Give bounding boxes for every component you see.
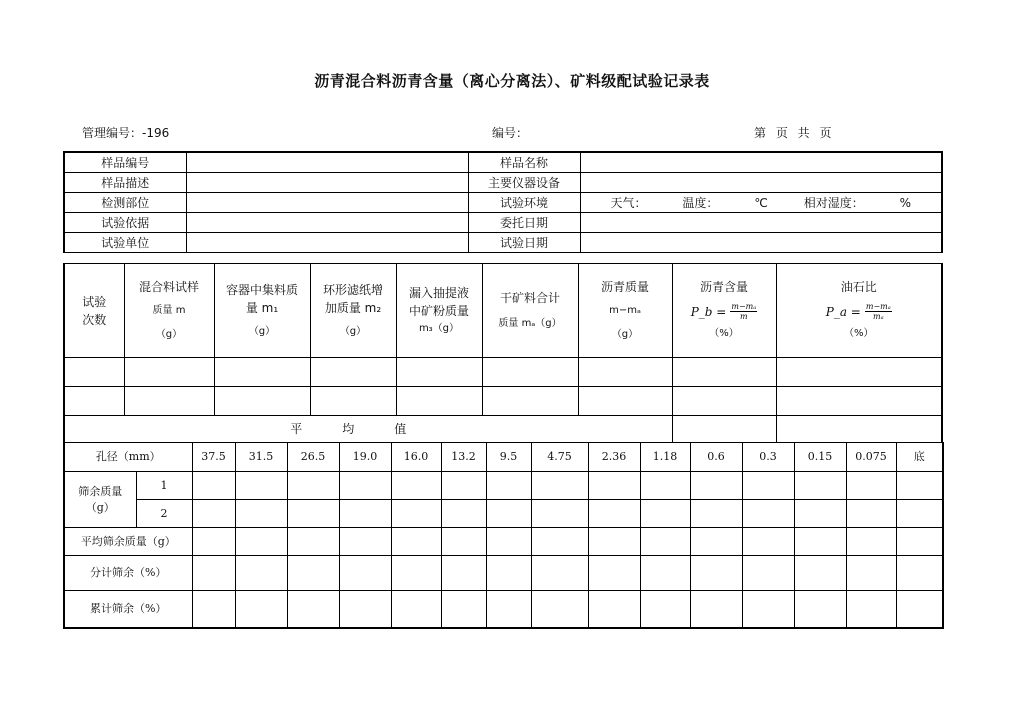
test-unit-value[interactable]: [186, 233, 468, 253]
page-counter: 第 页 共 页: [754, 126, 832, 140]
page-title: 沥青混合料沥青含量（离心分离法）、矿料级配试验记录表: [314, 72, 710, 90]
aperture-cell: 26.5: [287, 443, 339, 472]
aperture-cell: 0.6: [690, 443, 742, 472]
sample-no-label: 样品编号: [64, 152, 186, 173]
average-label: 平均值: [64, 416, 672, 443]
test-basis-value[interactable]: [186, 213, 468, 233]
temp-unit: ℃: [754, 195, 768, 210]
aperture-cell: 9.5: [486, 443, 531, 472]
aperture-cell: 0.3: [742, 443, 794, 472]
avg-retained-row: [64, 528, 943, 556]
mix-mass-header: 混合料试样 质量 m （g）: [124, 264, 214, 358]
average-row: [64, 416, 942, 443]
aperture-cell: 4.75: [531, 443, 588, 472]
asphalt-content-formula: P_b = $\frac{\text{m−mₐ}}{m}$: [690, 302, 757, 321]
partial-retained-row: [64, 556, 943, 591]
retained-row-2: [64, 500, 943, 528]
asphalt-content-table: [63, 263, 943, 443]
average-asphalt-content[interactable]: [672, 416, 776, 443]
container-mass-header: 容器中集料质 量 m₁ （g）: [214, 264, 310, 358]
aperture-label: 孔径（mm）: [64, 443, 192, 472]
sample-name-label: 样品名称: [468, 152, 580, 173]
sample-name-value[interactable]: [580, 152, 942, 173]
aperture-cell: 37.5: [192, 443, 235, 472]
test-date-value[interactable]: [580, 233, 942, 253]
test-date-label: 试验日期: [468, 233, 580, 253]
asphalt-content-header: 沥青含量 P_b = $\frac{\text{m−mₐ}}{m}$ （%）: [672, 264, 776, 358]
table-row: [64, 358, 942, 387]
sample-desc-label: 样品描述: [64, 173, 186, 193]
aperture-cell: 13.2: [441, 443, 486, 472]
test-basis-label: 试验依据: [64, 213, 186, 233]
cumulative-retained-label: 累计筛余（%）: [64, 591, 192, 628]
trial-index: 1: [136, 472, 192, 500]
temperature-label: 温度：: [682, 195, 719, 210]
oil-ratio-formula: P_a = $\frac{\text{m−mₐ}}{\text{mₐ}}$: [825, 302, 891, 321]
humidity-label: 相对湿度：: [803, 195, 864, 210]
humidity-unit: %: [899, 195, 911, 210]
main-equipment-label: 主要仪器设备: [468, 173, 580, 193]
cumulative-retained-row: [64, 591, 943, 628]
dry-aggregate-header: 干矿料合计 质量 mₐ（g）: [482, 264, 578, 358]
sample-info-table: [63, 151, 943, 253]
management-number: 管理编号：-196: [82, 126, 170, 140]
partial-retained-label: 分计筛余（%）: [64, 556, 192, 591]
retained-row-1: [64, 472, 943, 500]
aperture-cell: 1.18: [640, 443, 690, 472]
trial-index: 2: [136, 500, 192, 528]
test-env-label: 试验环境: [468, 193, 580, 213]
aperture-cell: 0.15: [794, 443, 846, 472]
oil-ratio-header: 油石比 P_a = $\frac{\text{m−mₐ}}{\text{mₐ}}$ （%）: [776, 264, 942, 358]
test-env-value[interactable]: [580, 193, 942, 213]
aperture-cell: 19.0: [339, 443, 391, 472]
aperture-row: [64, 443, 943, 472]
average-oil-ratio[interactable]: [776, 416, 942, 443]
aperture-cell: 16.0: [391, 443, 441, 472]
form-number: 编号：: [492, 126, 529, 140]
aperture-cell: 31.5: [235, 443, 287, 472]
weather-label: 天气：: [610, 195, 647, 210]
test-part-label: 检测部位: [64, 193, 186, 213]
test-unit-label: 试验单位: [64, 233, 186, 253]
table-row: [64, 387, 942, 416]
sample-desc-value[interactable]: [186, 173, 468, 193]
aperture-cell: 底: [896, 443, 943, 472]
avg-retained-label: 平均筛余质量（g）: [64, 528, 192, 556]
test-part-value[interactable]: [186, 193, 468, 213]
trial-count-header: 试验 次数: [64, 264, 124, 358]
aperture-cell: 2.36: [588, 443, 640, 472]
sieve-gradation-table: [63, 442, 944, 629]
aperture-cell: 0.075: [846, 443, 896, 472]
entrust-date-value[interactable]: [580, 213, 942, 233]
retained-mass-label: 筛余质量 （g）: [64, 472, 136, 528]
ring-filter-header: 环形滤纸增 加质量 m₂ （g）: [310, 264, 396, 358]
entrust-date-label: 委托日期: [468, 213, 580, 233]
asphalt-mass-header: 沥青质量 m−mₐ （g）: [578, 264, 672, 358]
main-equipment-value[interactable]: [580, 173, 942, 193]
sample-no-value[interactable]: [186, 152, 468, 173]
leak-powder-header: 漏入抽提液 中矿粉质量 m₃（g）: [396, 264, 482, 358]
